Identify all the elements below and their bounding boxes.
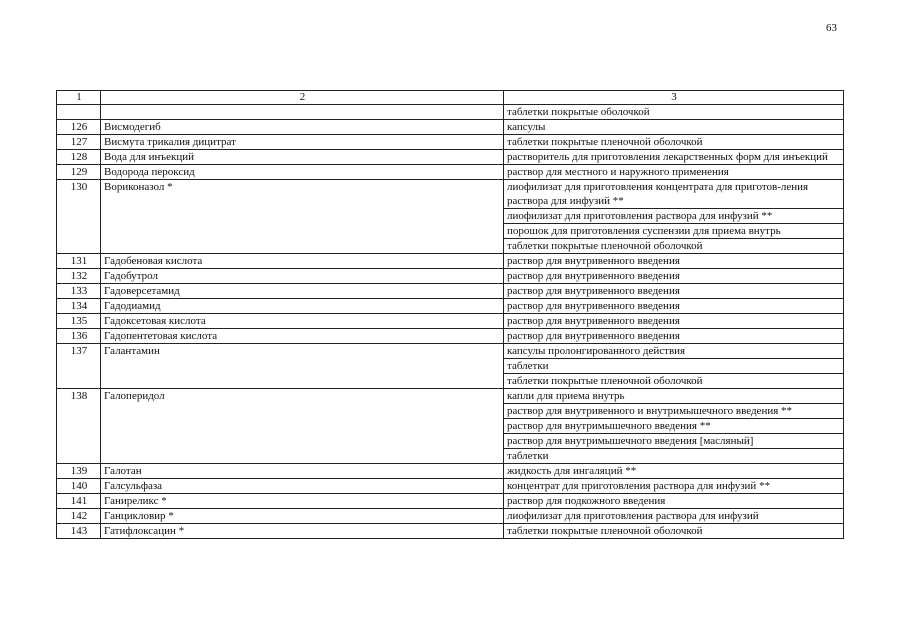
dosage-form: таблетки покрытые пленочной оболочкой — [504, 374, 844, 389]
row-number — [57, 224, 101, 239]
table-row-continuation — [57, 449, 844, 464]
drug-name: Гатифлоксацин * — [101, 524, 504, 539]
table-row-continuation — [57, 224, 844, 239]
row-number: 131 — [57, 254, 101, 269]
row-number: 137 — [57, 344, 101, 359]
table-row — [57, 509, 844, 524]
table-row — [57, 524, 844, 539]
drug-name: Ганцикловир * — [101, 509, 504, 524]
header-col-3: 3 — [504, 91, 844, 105]
row-number: 140 — [57, 479, 101, 494]
dosage-form: раствор для местного и наружного применения — [504, 165, 844, 180]
table-row — [57, 344, 844, 359]
table-row — [57, 120, 844, 135]
drug-name: Гадопентетовая кислота — [101, 329, 504, 344]
dosage-form: таблетки покрытые пленочной оболочкой — [504, 135, 844, 150]
dosage-form: концентрат для приготовления раствора для инфузий ** — [504, 479, 844, 494]
table-row — [57, 180, 844, 209]
table-row — [57, 165, 844, 180]
table-row — [57, 254, 844, 269]
row-number: 142 — [57, 509, 101, 524]
row-number: 127 — [57, 135, 101, 150]
row-number: 129 — [57, 165, 101, 180]
drug-name: Висмодегиб — [101, 120, 504, 135]
dosage-form: раствор для внутривенного введения — [504, 254, 844, 269]
row-number: 136 — [57, 329, 101, 344]
row-number: 132 — [57, 269, 101, 284]
dosage-form: жидкость для ингаляций ** — [504, 464, 844, 479]
table-row-continuation — [57, 239, 844, 254]
dosage-form: таблетки покрытые оболочкой — [504, 105, 844, 120]
drug-name — [101, 419, 504, 434]
table-row-continuation — [57, 434, 844, 449]
drug-name: Гадоверсетамид — [101, 284, 504, 299]
row-number: 138 — [57, 389, 101, 404]
dosage-form: лиофилизат для приготовления концентрата для приготов-ления раствора для инфузий ** — [504, 180, 844, 209]
drug-name: Вориконазол * — [101, 180, 504, 209]
dosage-form: раствор для внутримышечного введения ** — [504, 419, 844, 434]
dosage-form: лиофилизат для приготовления раствора для инфузий — [504, 509, 844, 524]
row-number: 133 — [57, 284, 101, 299]
table-row — [57, 464, 844, 479]
table-row — [57, 329, 844, 344]
table-row — [57, 494, 844, 509]
header-col-2: 2 — [101, 91, 504, 105]
dosage-form: капсулы пролонгированного действия — [504, 344, 844, 359]
table-row — [57, 389, 844, 404]
drug-name: Галантамин — [101, 344, 504, 359]
drug-name: Водорода пероксид — [101, 165, 504, 180]
table-header-row — [57, 91, 844, 105]
drug-name: Ганиреликс * — [101, 494, 504, 509]
drug-table-body — [57, 91, 844, 539]
drug-name: Гадоксетовая кислота — [101, 314, 504, 329]
table-row-continuation — [57, 359, 844, 374]
table-row — [57, 135, 844, 150]
dosage-form: раствор для внутримышечного введения [масляный] — [504, 434, 844, 449]
table-row-continuation — [57, 209, 844, 224]
header-col-1: 1 — [57, 91, 101, 105]
table-row — [57, 284, 844, 299]
dosage-form: раствор для внутривенного и внутримышечного введения ** — [504, 404, 844, 419]
table-row-continuation — [57, 404, 844, 419]
row-number — [57, 105, 101, 120]
dosage-form: таблетки — [504, 359, 844, 374]
dosage-form: таблетки покрытые пленочной оболочкой — [504, 239, 844, 254]
drug-name: Галсульфаза — [101, 479, 504, 494]
drug-name: Висмута трикалия дицитрат — [101, 135, 504, 150]
drug-name: Вода для инъекций — [101, 150, 504, 165]
drug-name — [101, 105, 504, 120]
row-number: 130 — [57, 180, 101, 209]
drug-name — [101, 209, 504, 224]
row-number — [57, 374, 101, 389]
table-row-continuation — [57, 374, 844, 389]
row-number — [57, 209, 101, 224]
row-number: 141 — [57, 494, 101, 509]
dosage-form: капсулы — [504, 120, 844, 135]
drug-name — [101, 224, 504, 239]
dosage-form: лиофилизат для приготовления раствора для инфузий ** — [504, 209, 844, 224]
table-row — [57, 299, 844, 314]
row-number: 143 — [57, 524, 101, 539]
table-row — [57, 269, 844, 284]
drug-name: Гадобутрол — [101, 269, 504, 284]
drug-name — [101, 359, 504, 374]
drug-name: Галотан — [101, 464, 504, 479]
dosage-form: раствор для внутривенного введения — [504, 269, 844, 284]
row-number — [57, 449, 101, 464]
table-row — [57, 150, 844, 165]
dosage-form: порошок для приготовления суспензии для приема внутрь — [504, 224, 844, 239]
dosage-form: капли для приема внутрь — [504, 389, 844, 404]
drug-name — [101, 434, 504, 449]
row-number: 126 — [57, 120, 101, 135]
drug-name: Галоперидол — [101, 389, 504, 404]
drug-name: Гадодиамид — [101, 299, 504, 314]
drug-name — [101, 239, 504, 254]
row-number — [57, 359, 101, 374]
drug-name — [101, 449, 504, 464]
row-number: 128 — [57, 150, 101, 165]
row-number: 134 — [57, 299, 101, 314]
table-row — [57, 479, 844, 494]
drug-table — [56, 90, 844, 539]
dosage-form: раствор для внутривенного введения — [504, 299, 844, 314]
row-number — [57, 239, 101, 254]
dosage-form: раствор для внутривенного введения — [504, 284, 844, 299]
row-number — [57, 404, 101, 419]
table-row-continuation — [57, 419, 844, 434]
dosage-form: раствор для подкожного введения — [504, 494, 844, 509]
drug-name — [101, 404, 504, 419]
table-row — [57, 314, 844, 329]
dosage-form: таблетки — [504, 449, 844, 464]
table-row — [57, 105, 844, 120]
drug-name — [101, 374, 504, 389]
row-number: 135 — [57, 314, 101, 329]
dosage-form: таблетки покрытые пленочной оболочкой — [504, 524, 844, 539]
page-number: 63 — [826, 22, 837, 34]
row-number: 139 — [57, 464, 101, 479]
drug-name: Гадобеновая кислота — [101, 254, 504, 269]
dosage-form: раствор для внутривенного введения — [504, 314, 844, 329]
dosage-form: растворитель для приготовления лекарственных форм для инъекций — [504, 150, 844, 165]
dosage-form: раствор для внутривенного введения — [504, 329, 844, 344]
row-number — [57, 434, 101, 449]
row-number — [57, 419, 101, 434]
